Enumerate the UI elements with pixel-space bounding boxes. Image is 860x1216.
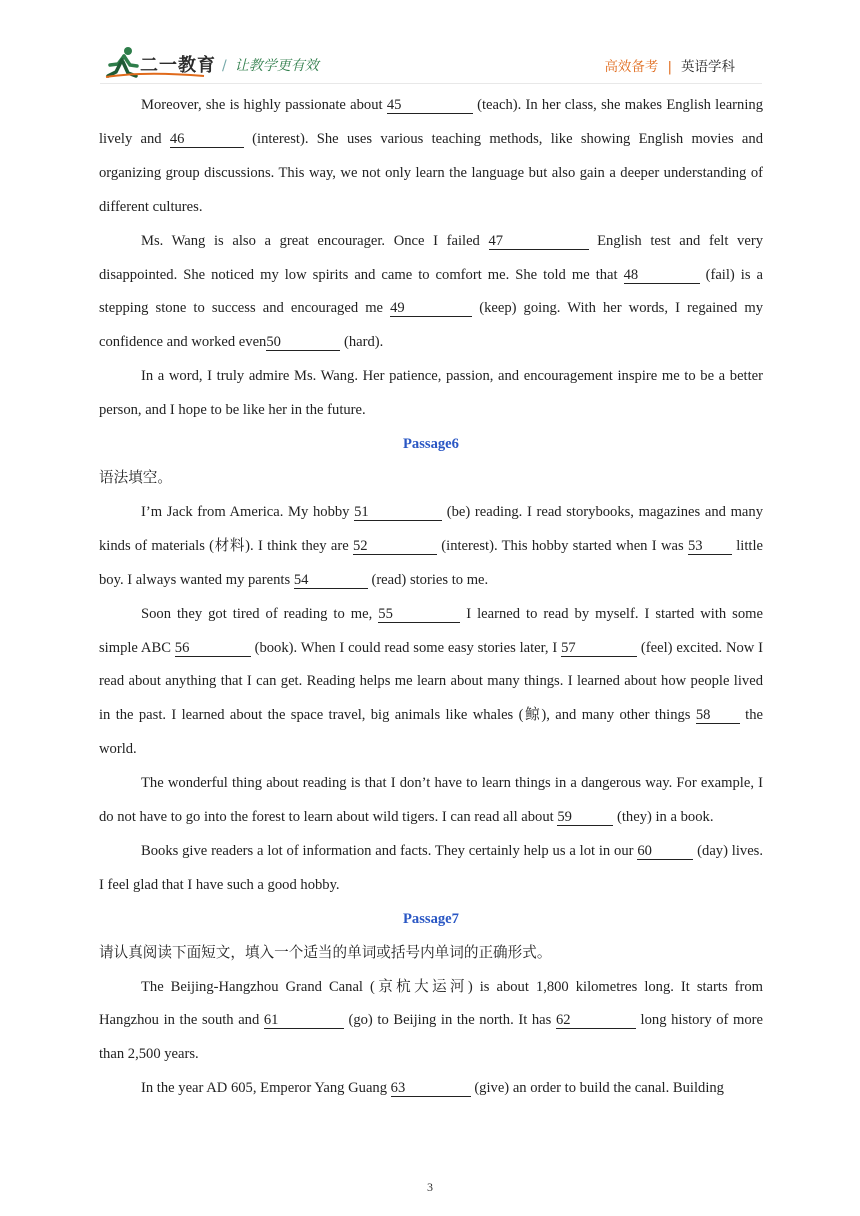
blank-61[interactable]: 61 <box>264 1012 344 1029</box>
text: (keep) going. With her words, I regained my confidence and worked even <box>99 300 763 351</box>
text: (read) stories to me. <box>367 571 489 588</box>
text: English test and felt very disappointed. She noticed my low spirits and came to comfort me. She told me that <box>99 232 763 283</box>
text: (hard). <box>340 334 384 351</box>
text: (they) in a book. <box>613 809 714 826</box>
text: The Beijing-Hangzhou Grand Canal (京杭大运河) is about 1,800 kilometres long. It starts from Hangzhou in the south and <box>99 978 763 1029</box>
passage-title: Passage6 <box>403 436 459 453</box>
paragraph <box>99 89 763 225</box>
text: Ms. Wang is also a great encourager. Once I failed <box>141 232 489 249</box>
text: little boy. I always wanted my parents <box>99 537 764 588</box>
text: (give) an order to build the canal. Building <box>470 1080 724 1097</box>
text: (day) lives. I feel glad that I have such a good hobby. <box>99 842 763 893</box>
blank-49[interactable]: 49 <box>390 300 472 317</box>
instruction: 语法填空。 <box>99 469 172 486</box>
blank-50[interactable]: 50 <box>266 334 340 351</box>
header-subject <box>604 55 735 75</box>
text: (interest). She uses various teaching methods, like showing English movies and organizing group discussions. This way, we not only learn the language but also gain a deeper understanding of different cultures. <box>99 130 763 215</box>
paragraph <box>99 835 763 903</box>
text: (teach). In her class, she makes English learning lively and <box>99 97 763 147</box>
blank-54[interactable]: 54 <box>294 572 368 589</box>
text: In the year AD 605, Emperor Yang Guang <box>141 1080 391 1097</box>
blank-63[interactable]: 63 <box>391 1080 471 1097</box>
page-number: 3 <box>427 1180 433 1194</box>
paragraph <box>99 598 763 768</box>
blank-62[interactable]: 62 <box>556 1012 636 1029</box>
text: Moreover, she is highly passionate about <box>141 97 387 113</box>
paragraph <box>99 225 763 361</box>
passage-title: Passage7 <box>403 910 459 927</box>
text: The wonderful thing about reading is that I don’t have to learn things in a dangerous way. For example, I do not have to go into the forest to learn about wild tigers. I can read all about <box>99 775 763 826</box>
document-body <box>99 89 763 1106</box>
slash-divider: / <box>222 58 227 74</box>
paragraph <box>99 971 763 1073</box>
text: (fail) is a stepping stone to success and encouraged me <box>99 266 763 317</box>
text: (feel) excited. Now I read about anything that I can get. Reading helps me learn about many things. I learned about how people lived in the past. I learned about the space travel, big animals like whales (鲸), and many other things <box>99 639 764 724</box>
instruction: 请认真阅读下面短文，填入一个适当的单词或括号内单词的正确形式。 <box>99 944 552 961</box>
blank-60[interactable]: 60 <box>637 843 693 860</box>
header-divider: | <box>667 59 672 75</box>
blank-58[interactable]: 58 <box>696 707 740 724</box>
paragraph: In a word, I truly admire Ms. Wang. Her patience, passion, and encouragement inspire me to be a better person, and I hope to be like her in the future. <box>99 368 763 419</box>
paragraph <box>99 496 763 598</box>
text: (book). When I could read some easy stories later, I <box>250 639 562 656</box>
blank-59[interactable]: 59 <box>557 809 613 826</box>
brand-name: 二一教育 <box>140 55 216 76</box>
blank-45[interactable]: 45 <box>387 97 473 114</box>
text: Soon they got tired of reading to me, <box>141 605 379 622</box>
header-tag-exam: 高效备考 <box>604 59 659 75</box>
blank-51[interactable]: 51 <box>354 504 442 521</box>
header-rule <box>100 83 762 84</box>
blank-53[interactable]: 53 <box>688 538 732 555</box>
paragraph <box>99 767 763 835</box>
paragraph <box>99 1072 763 1106</box>
blank-46[interactable]: 46 <box>170 131 244 148</box>
slogan-text: 让教学更有效 <box>234 58 319 74</box>
text: (be) reading. I read storybooks, magazines and many kinds of materials (材料). I think they are <box>99 503 763 554</box>
header-tag-subject: 英语学科 <box>681 59 735 75</box>
text: I’m Jack from America. My hobby <box>141 503 355 520</box>
page-header <box>0 0 860 90</box>
blank-57[interactable]: 57 <box>561 640 637 657</box>
text: (go) to Beijing in the north. It has <box>343 1012 556 1029</box>
text: the world. <box>99 707 763 758</box>
text: long history of more than 2,500 years. <box>99 1012 763 1063</box>
blank-55[interactable]: 55 <box>378 606 460 623</box>
text: I learned to read by myself. I started with some simple ABC <box>99 605 763 656</box>
blank-52[interactable]: 52 <box>353 538 437 555</box>
blank-47[interactable]: 47 <box>489 233 589 250</box>
text: (interest). This hobby started when I was <box>436 537 688 554</box>
brand-slogan <box>222 55 319 75</box>
blank-56[interactable]: 56 <box>175 640 251 657</box>
blank-48[interactable]: 48 <box>624 267 700 284</box>
text: Books give readers a lot of information and facts. They certainly help us a lot in our <box>141 842 638 859</box>
